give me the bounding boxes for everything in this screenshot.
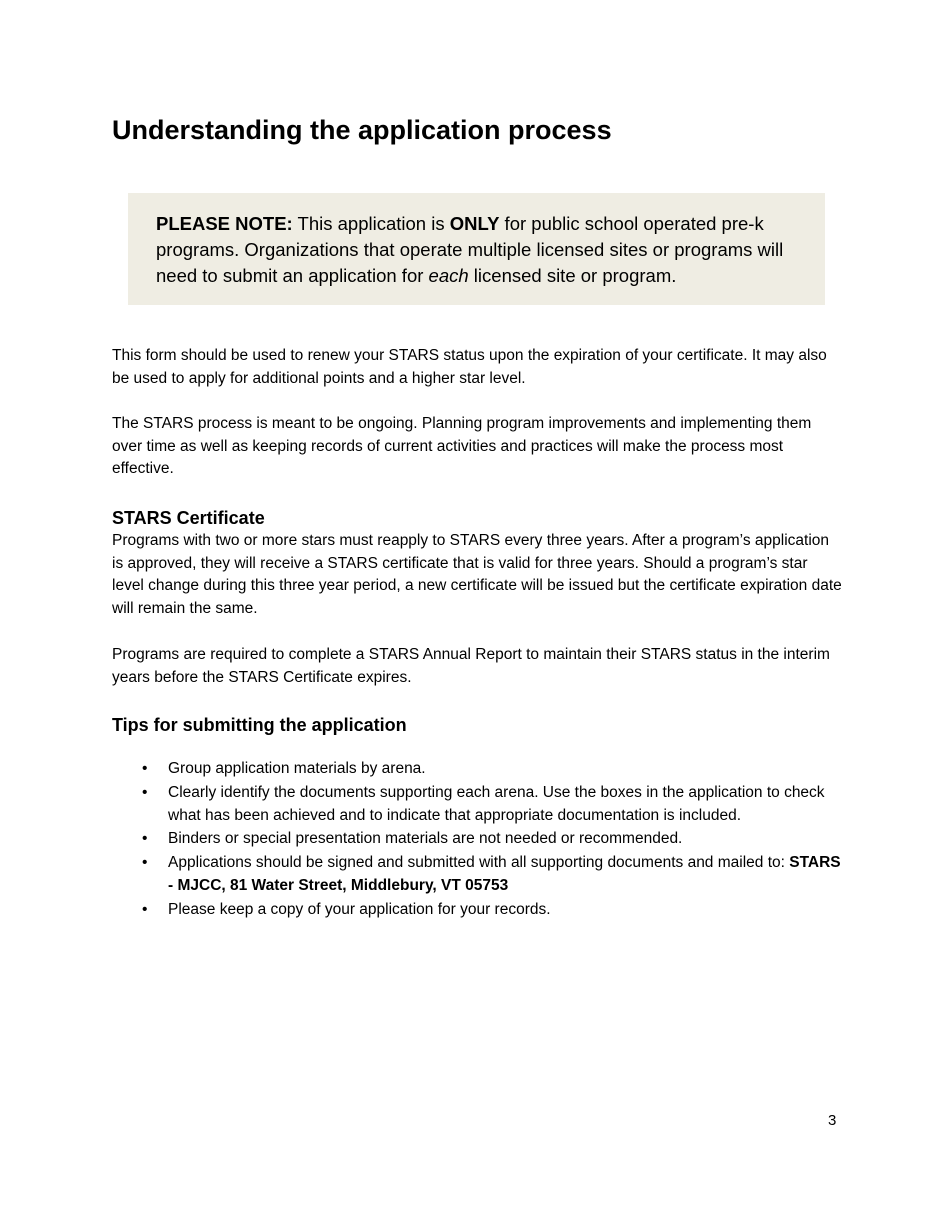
bullet-icon: • xyxy=(142,830,148,848)
page-number: 3 xyxy=(828,1112,837,1129)
bullet-icon: • xyxy=(142,760,148,777)
note-text xyxy=(156,211,805,289)
note-lead: PLEASE NOTE: xyxy=(156,213,293,234)
list-item: • Binders or special presentation materials are not needed or recommended. xyxy=(112,828,842,851)
note-box xyxy=(128,193,825,305)
note-part2: for public school operated pre-k programs. Organizations that operate multiple licensed sites or programs will need to submit an application for xyxy=(156,213,784,286)
note-each: each xyxy=(428,265,469,286)
note-part3: licensed site or program. xyxy=(468,265,677,286)
page-title: Understanding the application process xyxy=(112,115,612,145)
certificate-heading: STARS Certificate xyxy=(112,508,265,528)
bullet-icon: • xyxy=(142,900,148,918)
list-item: • Clearly identify the documents supporting each arena. Use the boxes in the application to check what has been achieved and to indicate that appropriate documentation is included. xyxy=(142,783,825,824)
mail-address: STARS - MJCC, 81 Water Street, Middlebury, VT 05753 xyxy=(168,854,841,894)
note-only: ONLY xyxy=(449,213,500,234)
note-part1: This application is xyxy=(292,213,450,234)
certificate-paragraph-1: Programs with two or more stars must reapply to STARS every three years. After a program’s application is approved, they will receive a STARS certificate that is valid for three years. Should a program’s star level change during this three year period, a new certificate will be issued but the certificate expiration date will remain the same. xyxy=(112,532,842,617)
list-item: • Applications should be signed and submitted with all supporting documents and mailed to: STARS - MJCC, 81 Water Street, Middlebury, VT 05753 xyxy=(142,854,841,894)
list-item: • Please keep a copy of your application for your records. xyxy=(112,899,842,922)
list-item: • Group application materials by arena. xyxy=(112,758,842,781)
intro-paragraph-2: The STARS process is meant to be ongoing. Planning program improvements and implementing them over time as well as keeping records of current activities and practices will make the process most effective. xyxy=(112,415,812,477)
tips-heading: Tips for submitting the application xyxy=(112,715,407,735)
intro-paragraph-1: This form should be used to renew your STARS status upon the expiration of your certificate. It may also be used to apply for additional points and a higher star level. xyxy=(112,347,827,387)
bullet-icon: • xyxy=(142,854,148,872)
certificate-paragraph-2: Programs are required to complete a STARS Annual Report to maintain their STARS status in the interim years before the STARS Certificate expires. xyxy=(112,646,830,686)
tips-list xyxy=(112,758,842,923)
bullet-icon: • xyxy=(142,783,148,801)
